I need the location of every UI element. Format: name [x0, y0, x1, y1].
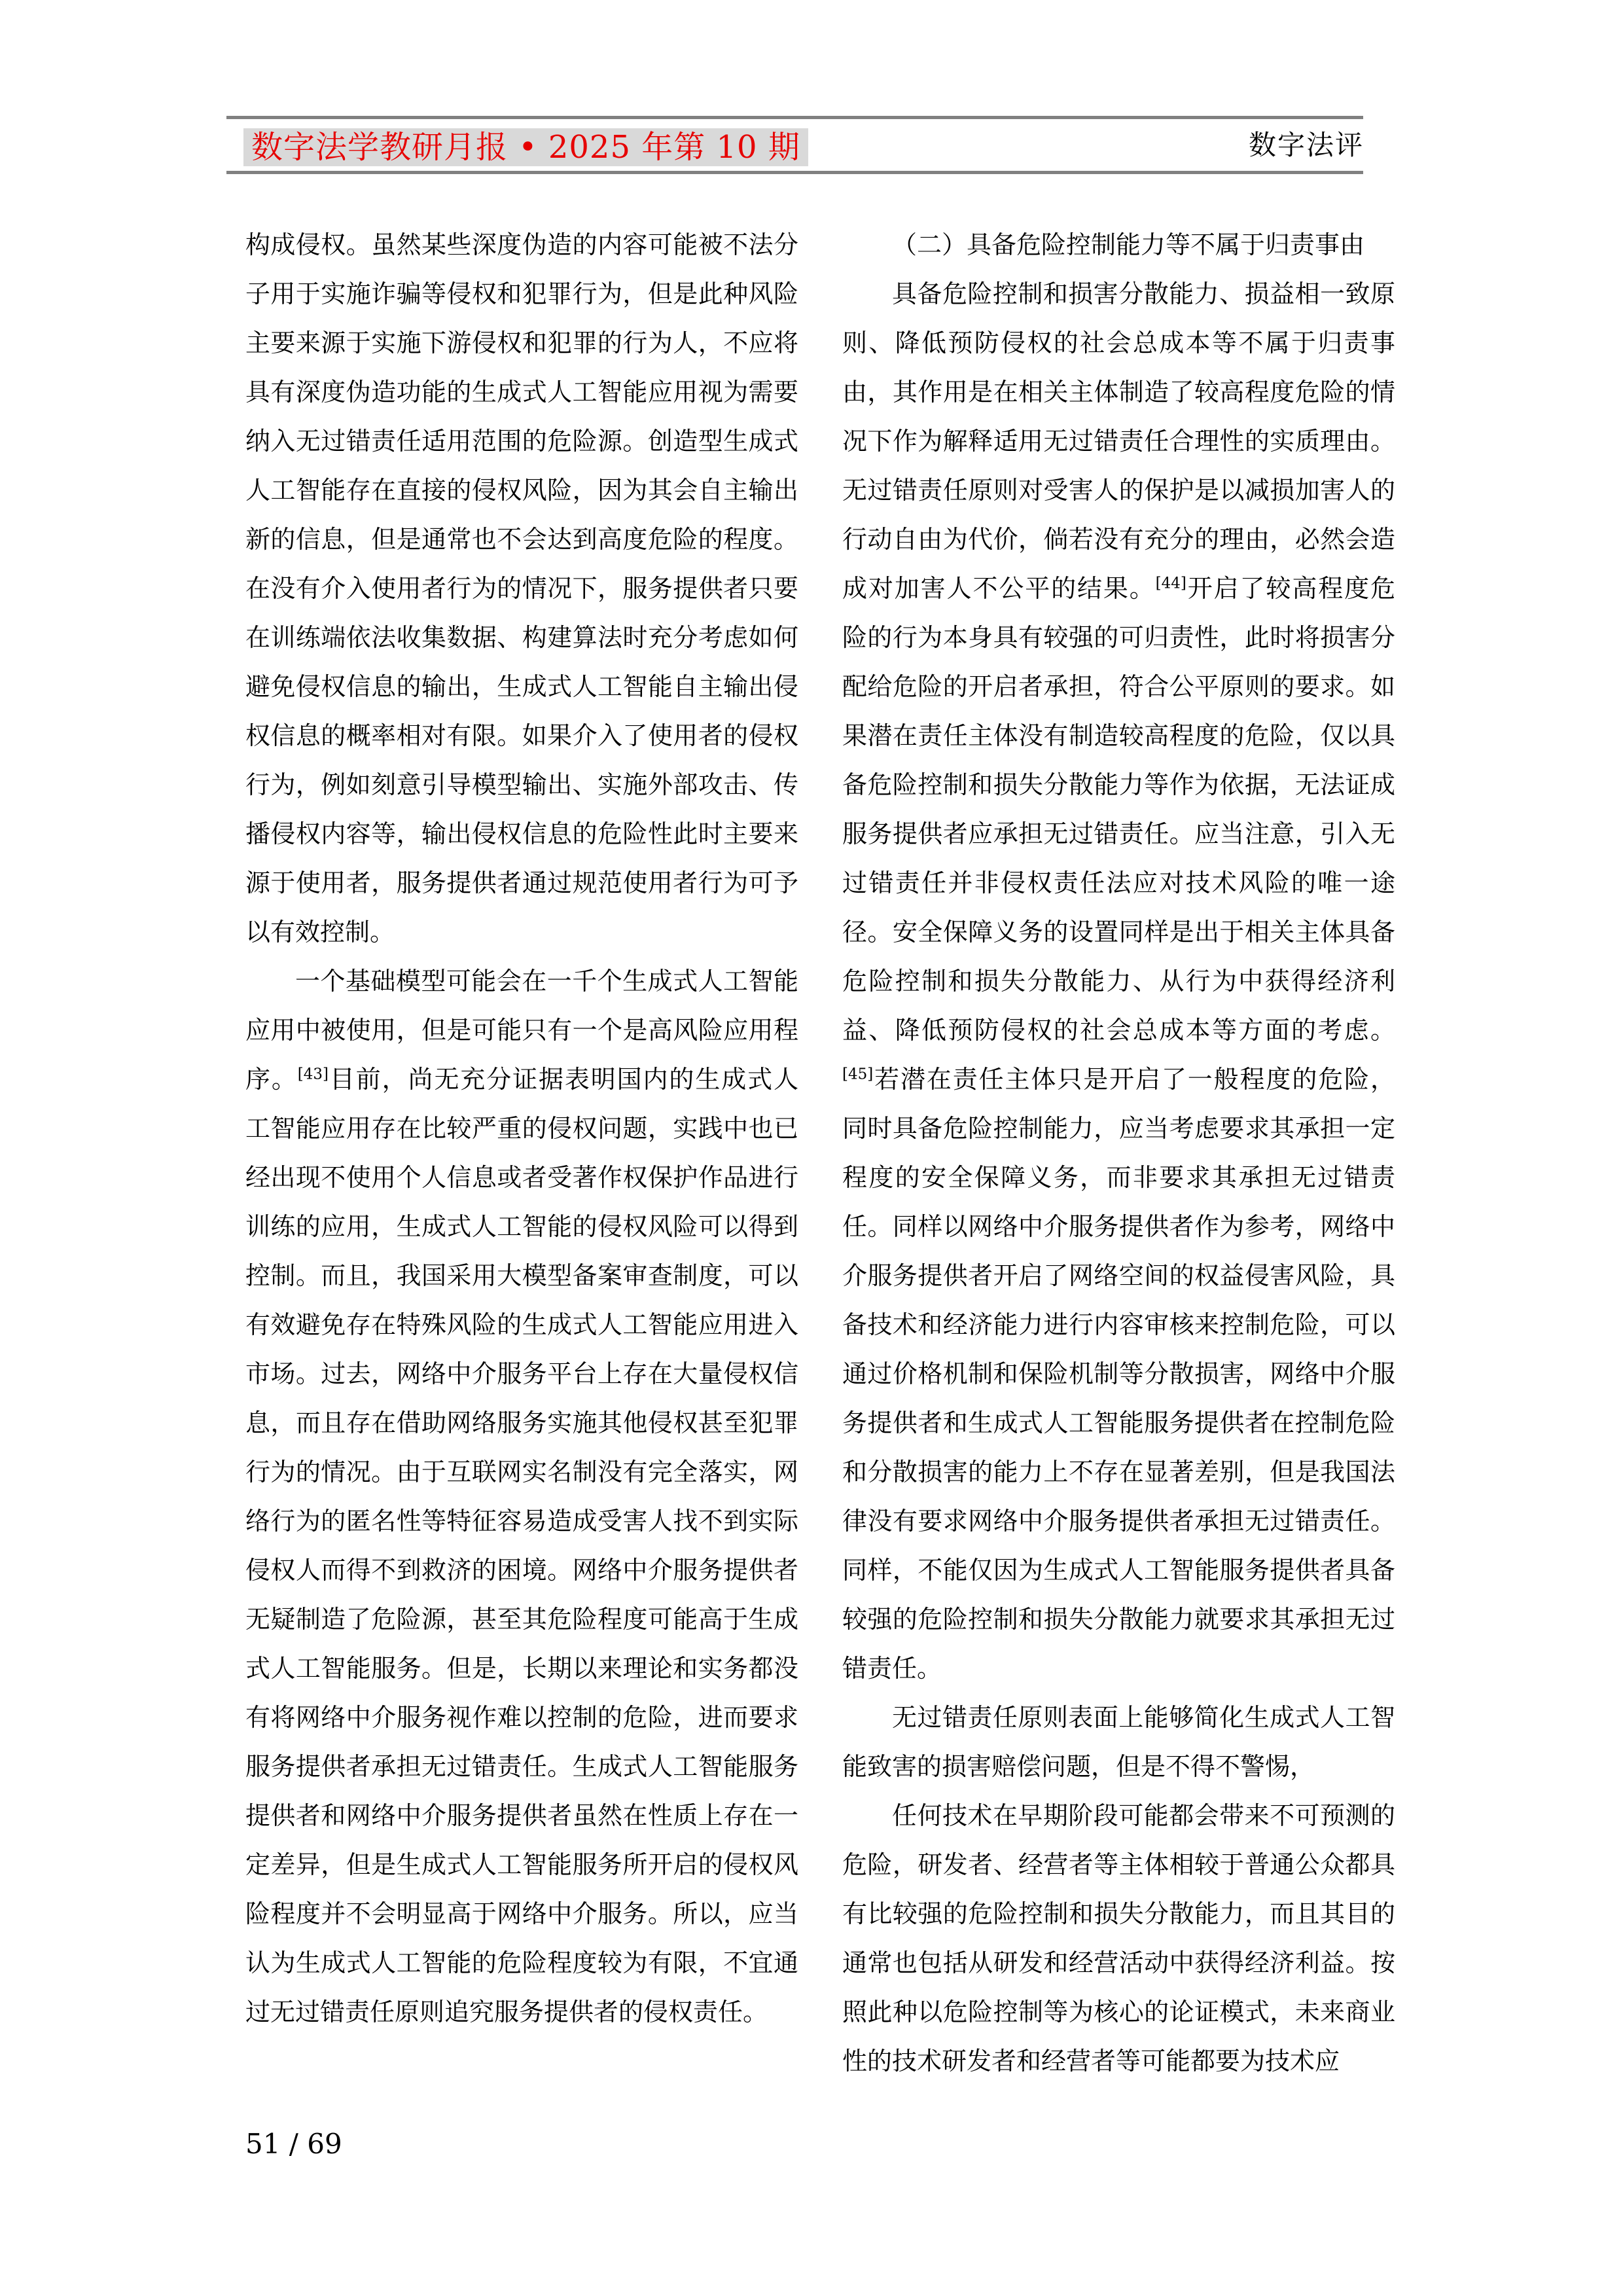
- subsection-heading: （二）具备危险控制能力等不属于归责事由: [892, 230, 1365, 259]
- text-segment: 具备危险控制和损害分散能力、损益相一致原则、降低预防侵权的社会总成本等不属于归责事由，其作用是在相关主体制造了较高程度危险的情况下作为解释适用无过错责任合理性的实质理由。无过错责任原则对受害人的保护是以减损加害人的行动自由为代价，倘若没有充分的理由，必然会造成对加害人不公平的结果。: [842, 279, 1395, 603]
- header-rule-bottom: [226, 171, 1363, 174]
- page-number: 51 / 69: [245, 2128, 342, 2160]
- paragraph: [842, 270, 1395, 1693]
- header-rule-top: [226, 116, 1363, 119]
- paragraph: 无过错责任原则表面上能够简化生成式人工智能致害的损害赔偿问题，但是不得不警惕，: [842, 1703, 1395, 1781]
- text-segment: 一个基础模型可能会在一千个生成式人工智能应用中被使用，但是可能只有一个是高风险应用程序。: [245, 967, 798, 1094]
- text-segment: 开启了较高程度危险的行为本身具有较强的可归责性，此时将损害分配给危险的开启者承担，符合公平原则的要求。如果潜在责任主体没有制造较高程度的危险，仅以具备危险控制和损失分散能力等作为依据，无法证成服务提供者应承担无过错责任。应当注意，引入无过错责任并非侵权责任法应对技术风险的唯一途径。安全保障义务的设置同样是出于相关主体具备危险控制和损失分散能力、从行为中获得经济利益、降低预防侵权的社会总成本等方面的考虑。: [842, 574, 1395, 1045]
- footnote-marker-44: [44]: [1155, 575, 1186, 592]
- paragraph-continuation: 构成侵权。虽然某些深度伪造的内容可能被不法分子用于实施诈骗等侵权和犯罪行为，但是此种风险主要来源于实施下游侵权和犯罪的行为人，不应将具有深度伪造功能的生成式人工智能应用视为需要纳入无过错责任适用范围的危险源。创造型生成式人工智能存在直接的侵权风险，因为其会自主输出新的信息，但是通常也不会达到高度危险的程度。在没有介入使用者行为的情况下，服务提供者只要在训练端依法收集数据、构建算法时充分考虑如何避免侵权信息的输出，生成式人工智能自主输出侵权信息的概率相对有限。如果介入了使用者的侵权行为，例如刻意引导模型输出、实施外部攻击、传播侵权内容等，输出侵权信息的危险性此时主要来源于使用者，服务提供者通过规范使用者行为可予以有效控制。: [245, 230, 798, 946]
- right-column: [842, 221, 1395, 2086]
- text-segment: 目前，尚无充分证据表明国内的生成式人工智能应用存在比较严重的侵权问题，实践中也已经出现不使用个人信息或者受著作权保护作品进行训练的应用，生成式人工智能的侵权风险可以得到控制。而且，我国采用大模型备案审查制度，可以有效避免存在特殊风险的生成式人工智能应用进入市场。过去，网络中介服务平台上存在大量侵权信息，而且存在借助网络服务实施其他侵权甚至犯罪行为的情况。由于互联网实名制没有完全落实，网络行为的匿名性等特征容易造成受害人找不到实际侵权人而得不到救济的困境。网络中介服务提供者无疑制造了危险源，甚至其危险程度可能高于生成式人工智能服务。但是，长期以来理论和实务都没有将网络中介服务视作难以控制的危险，进而要求服务提供者承担无过错责任。生成式人工智能服务提供者和网络中介服务提供者虽然在性质上存在一定差异，但是生成式人工智能服务所开启的侵权风险程度并不会明显高于网络中介服务。所以，应当认为生成式人工智能的危险程度较为有限，不宜通过无过错责任原则追究服务提供者的侵权责任。: [245, 1065, 798, 2026]
- footnote-marker-45: [45]: [842, 1066, 874, 1083]
- footnote-marker-43: [43]: [297, 1066, 329, 1083]
- journal-title: 数字法学教研月报 • 2025 年第 10 期: [243, 128, 808, 166]
- left-column: [245, 221, 798, 2037]
- header-section-label: 数字法评: [1249, 129, 1364, 161]
- paragraph: 任何技术在早期阶段可能都会带来不可预测的危险，研发者、经营者等主体相较于普通公众都具有比较强的危险控制和损失分散能力，而且其目的通常也包括从研发和经营活动中获得经济利益。按照此种以危险控制等为核心的论证模式，未来商业性的技术研发者和经营者等可能都要为技术应: [842, 1801, 1395, 2075]
- text-segment: 若潜在责任主体只是开启了一般程度的危险，同时具备危险控制能力，应当考虑要求其承担一定程度的安全保障义务，而非要求其承担无过错责任。同样以网络中介服务提供者作为参考，网络中介服务提供者开启了网络空间的权益侵害风险，具备技术和经济能力进行内容审核来控制危险，可以通过价格机制和保险机制等分散损害，网络中介服务提供者和生成式人工智能服务提供者在控制危险和分散损害的能力上不存在显著差别，但是我国法律没有要求网络中介服务提供者承担无过错责任。同样，不能仅因为生成式人工智能服务提供者具备较强的危险控制和损失分散能力就要求其承担无过错责任。: [842, 1065, 1395, 1683]
- paragraph: [245, 957, 798, 2037]
